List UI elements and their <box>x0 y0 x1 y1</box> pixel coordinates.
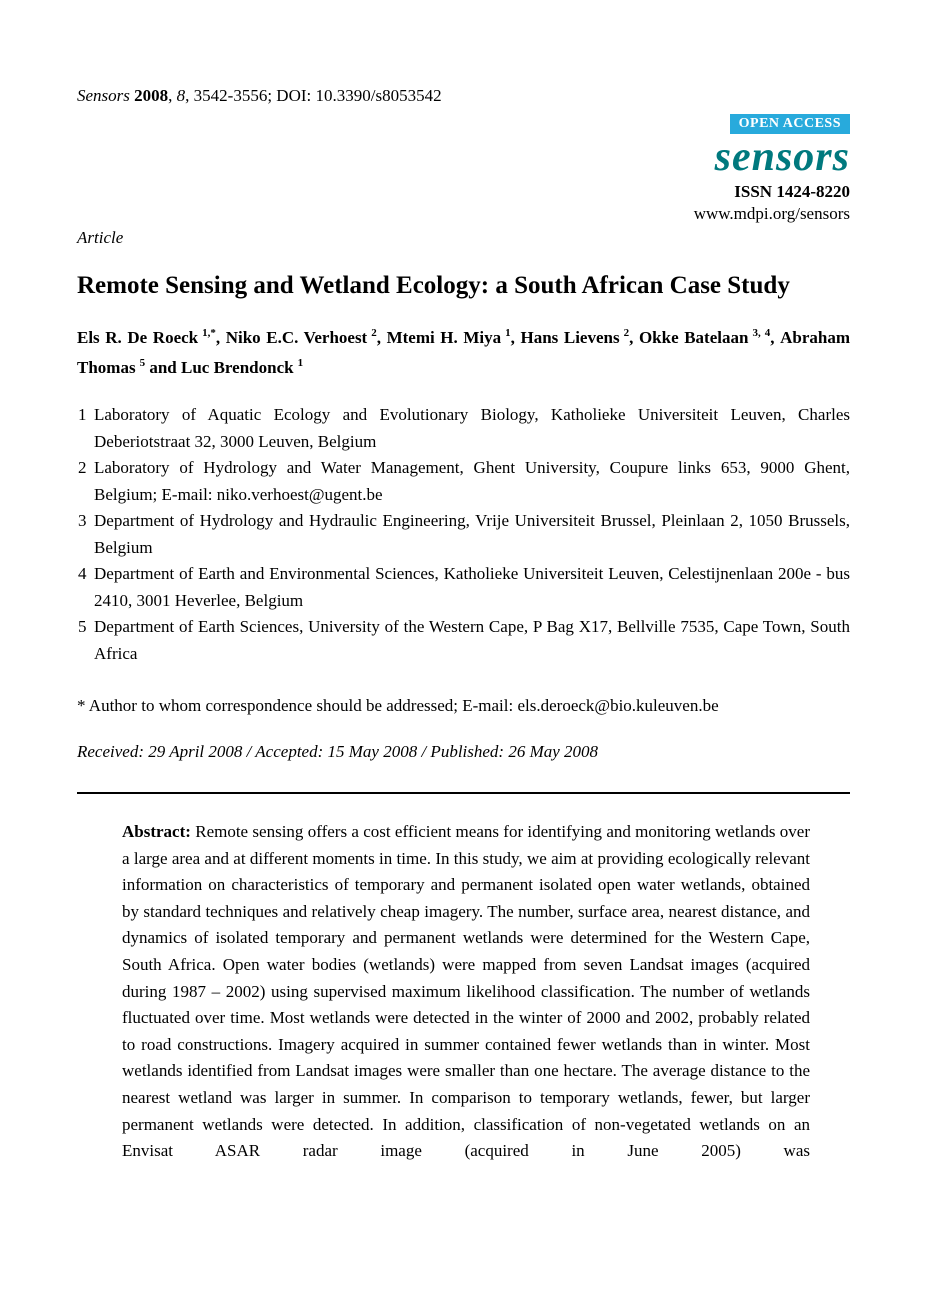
abstract-text: Remote sensing offers a cost efficient means for identifying and monitoring wetlands over a large area and at different moments in time. In this study, we aim at providing ecologically relevant information on characteristics of temporary and permanent isolated open water wetlands, obtained by standard techniques and relatively cheap imagery. The number, surface area, nearest distance, and dynamics of isolated temporary and permanent wetlands were determined for the Western Cape, South Africa. Open water bodies (wetlands) were mapped from seven Landsat images (acquired during 1987 – 2002) using supervised maximum likelihood classification. The number of wetlands fluctuated over time. Most wetlands were detected in the winter of 2000 and 2002, probably related to road constructions. Imagery acquired in summer contained fewer wetlands than in winter. Most wetlands identified from Landsat images were smaller than one hectare. The average distance to the nearest wetland was larger in summer. In comparison to temporary wetlands, fewer, but larger permanent wetlands were detected. In addition, classification of non-vegetated wetlands on an Envisat ASAR radar image (acquired in June 2005) was <box>122 822 810 1161</box>
abstract-label: Abstract: <box>122 822 191 841</box>
citation-volume: 8 <box>176 86 186 105</box>
article-type-label: Article <box>77 228 124 247</box>
author-affiliation-sup: 3, 4 <box>752 327 771 340</box>
affiliation-item <box>77 614 850 667</box>
issn-label: ISSN 1424-8220 <box>734 182 850 201</box>
affiliation-item <box>77 455 850 508</box>
author: Els R. De Roeck $^{1,*}$, <box>77 327 226 347</box>
affiliation-number: 2 <box>78 458 87 477</box>
affiliation-number: 3 <box>78 511 87 530</box>
author: Hans Lievens $^2$, <box>520 327 639 347</box>
author: Niko E.C. Verhoest $^2$, <box>225 327 387 347</box>
author-affiliation-sup: 5 <box>139 357 146 370</box>
author-affiliation-sup: 2 <box>623 327 630 340</box>
citation-pages-doi: , 3542-3556; DOI: 10.3390/s8053542 <box>185 86 442 105</box>
author-affiliation-sup: 2 <box>371 327 377 340</box>
affiliation-text: Department of Earth Sciences, University of the Western Cape, P Bag X17, Bellville 7535, Cape Town, South Africa <box>94 617 850 663</box>
affiliation-number: 4 <box>78 564 87 583</box>
affiliation-number: 1 <box>78 405 87 424</box>
author: Mtemi H. Miya $^1$, <box>386 327 521 347</box>
affiliation-item <box>77 561 850 614</box>
abstract-paragraph <box>122 819 810 1165</box>
affiliation-text: Laboratory of Aquatic Ecology and Evolutionary Biology, Katholieke Universiteit Leuven, Charles Deberiotstraat 32, 3000 Leuven, Belgium <box>94 405 850 451</box>
history-dates: Received: 29 April 2008 / Accepted: 15 May 2008 / Published: 26 May 2008 <box>77 741 599 761</box>
author-affiliation-sup: 1 <box>297 357 304 370</box>
masthead <box>77 112 850 224</box>
journal-name: Sensors <box>77 86 135 105</box>
paper-title: Remote Sensing and Wetland Ecology: a South African Case Study <box>77 272 790 299</box>
author-affiliation-sup: 1 <box>505 327 511 340</box>
journal-citation <box>77 86 850 106</box>
author: Luc Brendonck $^1$ <box>181 357 304 377</box>
author-list <box>77 323 850 383</box>
author-affiliation-sup: 1,* <box>202 327 216 340</box>
citation-separator: , <box>168 86 177 105</box>
affiliation-item <box>77 508 850 561</box>
correspondence-note: * Author to whom correspondence should be addressed; E-mail: els.deroeck@bio.kuleuven.be <box>77 696 719 715</box>
open-access-badge: OPEN ACCESS <box>730 114 850 134</box>
separator-rule <box>77 792 850 794</box>
affiliation-text: Department of Hydrology and Hydraulic Engineering, Vrije Universiteit Brussel, Pleinlaan 2, 1050 Brussels, Belgium <box>94 511 850 557</box>
affiliation-item <box>77 402 850 455</box>
affiliation-number: 5 <box>78 617 87 636</box>
citation-year: 2008 <box>134 86 169 105</box>
affiliation-text: Laboratory of Hydrology and Water Management, Ghent University, Coupure links 653, 9000 Ghent, Belgium; E-mail: niko.verhoest@ugent.be <box>94 458 850 504</box>
author: Abraham Thomas $^5$ and <box>77 328 851 377</box>
journal-website-link: www.mdpi.org/sensors <box>693 204 850 223</box>
journal-logo: sensors <box>714 134 850 180</box>
author: Okke Batelaan $^{3, 4}$, <box>638 327 781 347</box>
affiliation-list <box>77 402 850 667</box>
affiliation-text: Department of Earth and Environmental Sciences, Katholieke Universiteit Leuven, Celestijnenlaan 200e - bus 2410, 3001 Heverlee, Belgium <box>94 564 850 610</box>
